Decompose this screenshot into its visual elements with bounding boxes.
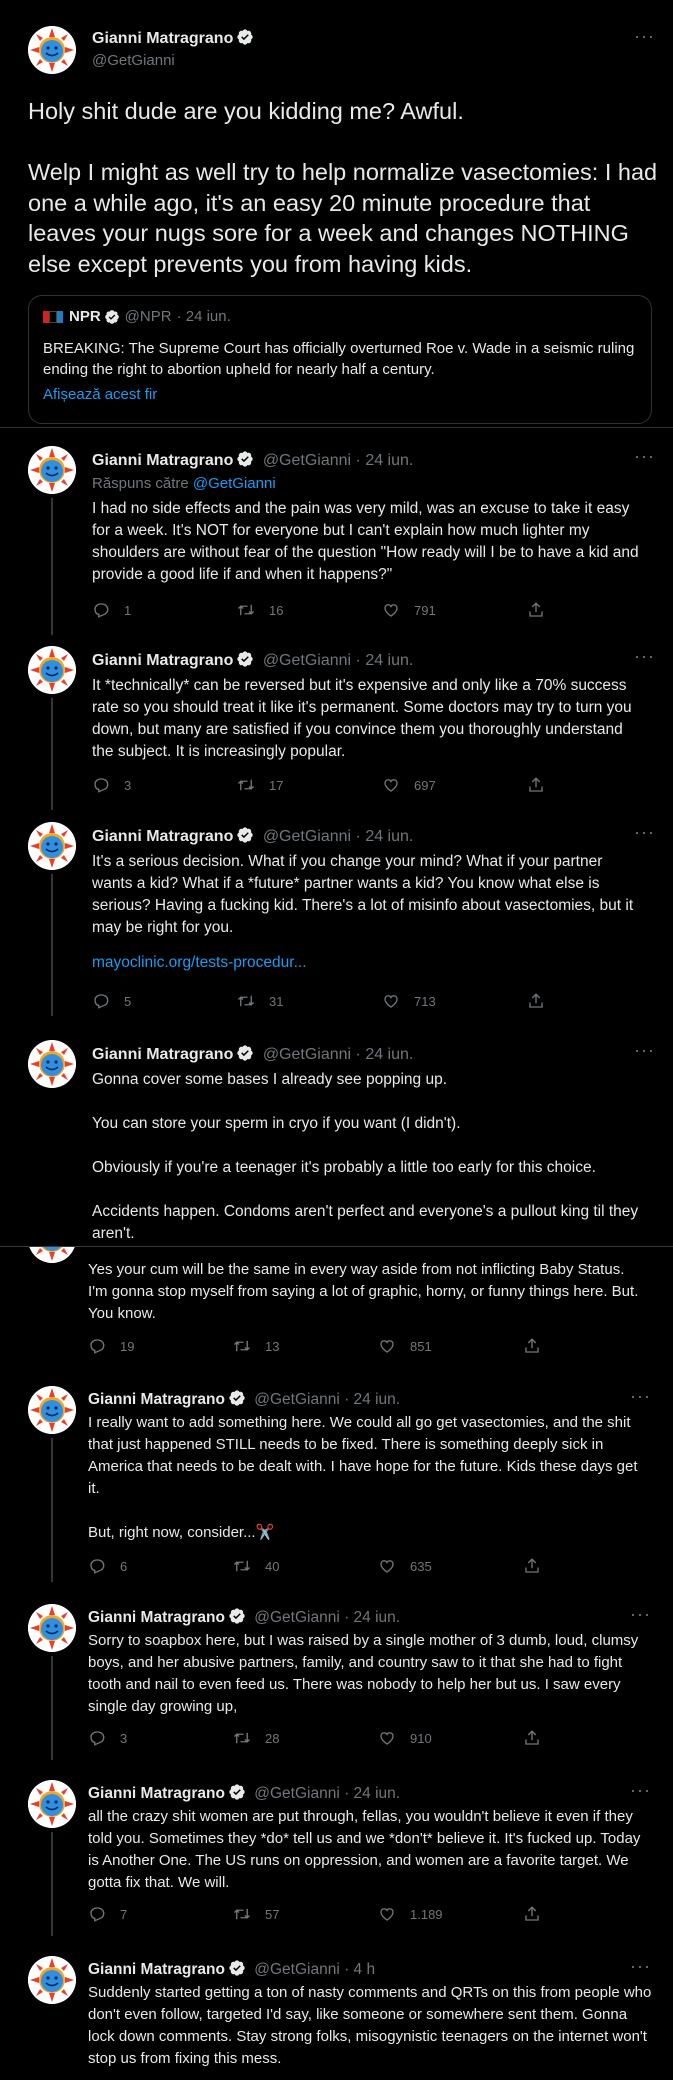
retweet-button[interactable] — [233, 1557, 378, 1575]
reply-tweet[interactable] — [0, 1034, 673, 1242]
verified-icon — [228, 1959, 246, 1977]
tweet-text: Gonna cover some bases I already see popping up. You can store your sperm in cryo if you want (I didn't). Obviously if you're a teenager it's probably a little too early for this choice. Accidents happen. Condoms aren't perfect and everyone's a pullout king til they aren't. — [92, 1071, 639, 1242]
thread-line — [51, 1656, 53, 1760]
author-name[interactable]: Gianni Matragrano — [92, 452, 234, 469]
like-button[interactable] — [382, 601, 527, 619]
tweet-text: Sorry to soapbox here, but I was raised by a single mother of 3 dumb, loud, clumsy boys, and her abusive partners, family, and country saw to it that she had to fight tooth and nail to even feed us. There was nobody to help her but us. I saw every single day growing up, — [88, 1632, 643, 1715]
like-button[interactable] — [382, 776, 527, 794]
thread-line — [51, 874, 53, 1016]
reply-button[interactable] — [92, 776, 237, 794]
share-button[interactable] — [527, 992, 672, 1010]
avatar[interactable] — [28, 1386, 76, 1434]
avatar[interactable] — [28, 822, 76, 870]
like-count: 851 — [410, 1338, 432, 1354]
thread-line — [51, 1438, 53, 1582]
avatar[interactable] — [28, 1780, 76, 1828]
heart-icon — [382, 601, 400, 619]
author-name[interactable]: Gianni Matragrano — [92, 828, 234, 845]
like-button[interactable] — [382, 992, 527, 1010]
reply-count: 1 — [124, 602, 132, 618]
reply-icon — [92, 992, 110, 1010]
show-thread-link[interactable]: Afișează acest fir — [43, 386, 158, 403]
verified-icon — [104, 309, 120, 325]
tweet-meta: @GetGianni · 4 h — [254, 1961, 376, 1978]
more-options-icon[interactable]: ··· — [630, 1386, 651, 1406]
heart-icon — [378, 1337, 396, 1355]
tweet-meta: @GetGianni · 24 iun. — [262, 828, 414, 845]
like-count: 713 — [414, 993, 436, 1009]
quoted-tweet[interactable] — [28, 295, 652, 424]
verified-icon — [228, 1783, 246, 1801]
reply-tweet[interactable] — [0, 640, 673, 810]
retweet-count: 40 — [265, 1558, 280, 1574]
share-icon — [527, 992, 545, 1010]
reply-tweet[interactable] — [0, 1952, 673, 2077]
quoted-date: · 24 iun. — [176, 308, 231, 325]
retweet-button[interactable] — [233, 1905, 378, 1923]
main-tweet — [0, 0, 673, 425]
reply-icon — [92, 776, 110, 794]
reply-button[interactable] — [88, 1905, 233, 1923]
reply-button[interactable] — [92, 992, 237, 1010]
heart-icon — [378, 1729, 396, 1747]
more-options-icon[interactable]: ··· — [634, 26, 655, 46]
retweet-icon — [233, 1729, 251, 1747]
avatar[interactable] — [28, 26, 76, 74]
article-link[interactable]: mayoclinic.org/tests-procedur... — [92, 954, 307, 971]
avatar[interactable] — [28, 1956, 76, 2004]
reply-count: 7 — [120, 1906, 128, 1922]
retweet-count: 28 — [265, 1730, 280, 1746]
reply-tweet[interactable] — [0, 1600, 673, 1760]
reply-icon — [88, 1337, 106, 1355]
reply-tweet[interactable] — [0, 1776, 673, 1936]
more-options-icon[interactable]: ··· — [634, 446, 655, 466]
verified-icon — [236, 28, 254, 46]
avatar[interactable] — [28, 1247, 76, 1263]
share-button[interactable] — [527, 601, 672, 619]
like-button[interactable] — [378, 1905, 523, 1923]
share-button[interactable] — [523, 1557, 668, 1575]
heart-icon — [382, 776, 400, 794]
more-options-icon[interactable]: ··· — [630, 1780, 651, 1800]
reply-count: 5 — [124, 993, 132, 1009]
tweet-text: It's a serious decision. What if you change your mind? What if your partner wants a kid? What if a *future* partner wants a kid? You know what else is serious? Having a fucking kid. There's a lot of misinfo about vasectomies, but it may be right for you. — [92, 853, 638, 936]
reply-tweet[interactable] — [0, 1382, 673, 1582]
reply-count: 3 — [120, 1730, 128, 1746]
quoted-author-name: NPR — [69, 308, 101, 325]
retweet-count: 17 — [269, 777, 284, 793]
reply-tweet[interactable] — [0, 1247, 673, 1367]
tweet-text: I had no side effects and the pain was very mild, was an excuse to take it easy for a week. It's NOT for everyone but I can't explain how much lighter my shoulders are without fear of the question "How ready will I be to have a kid and provide a good life if and when it happens?" — [92, 500, 643, 583]
tweet-text: Suddenly started getting a ton of nasty comments and QRTs on this from people who don't even follow, targeted I'd say, like someone or somewhere sent them. Gonna lock down comments. Stay strong folks, misogynistic teenagers on the internet won't stop us from fixing this mess. — [88, 1984, 656, 2067]
verified-icon — [236, 450, 254, 468]
like-count: 1.189 — [410, 1906, 443, 1922]
author-name[interactable]: Gianni Matragrano — [88, 1391, 225, 1408]
retweet-icon — [233, 1557, 251, 1575]
like-count: 910 — [410, 1730, 432, 1746]
share-icon — [527, 601, 545, 619]
npr-logo-icon — [43, 311, 63, 323]
more-options-icon[interactable]: ··· — [630, 1956, 651, 1976]
reply-tweet[interactable] — [0, 816, 673, 1016]
avatar[interactable] — [28, 1604, 76, 1652]
more-options-icon[interactable]: ··· — [634, 822, 655, 842]
retweet-button[interactable] — [233, 1729, 378, 1747]
reply-button[interactable] — [88, 1337, 233, 1355]
verified-icon — [236, 826, 254, 844]
tweet-meta: @GetGianni · 24 iun. — [262, 452, 414, 469]
tweet-text: all the crazy shit women are put through, fellas, you wouldn't believe it even if they told you. Sometimes they *do* tell us and we *don't* believe it. It's fucked up. Today is Another One. The US runs on oppression, and women are a favorite target. We gotta fix that. We will. — [88, 1808, 645, 1891]
more-options-icon[interactable]: ··· — [634, 646, 655, 666]
retweet-count: 57 — [265, 1906, 280, 1922]
like-button[interactable] — [378, 1557, 523, 1575]
verified-icon — [228, 1607, 246, 1625]
tweet-text: Yes your cum will be the same in every way aside from not inflicting Baby Status. I'm gonna stop myself from saying a lot of graphic, horny, or funny things here. But. You know. — [88, 1261, 643, 1322]
avatar[interactable] — [28, 446, 76, 494]
author-name[interactable]: Gianni Matragrano — [88, 1609, 225, 1626]
replying-to-handle[interactable]: @GetGianni — [192, 475, 276, 492]
retweet-button[interactable] — [237, 776, 382, 794]
author-name[interactable]: Gianni Matragrano — [88, 1785, 225, 1802]
tweet-text: I really want to add something here. We could all go get vasectomies, and the shit that just happened STILL needs to be fixed. There is something deeply sick in America that needs to be dealt with. I have hope for the future. Kids these days get it. But, right now, consider...✂️ — [88, 1414, 638, 1541]
share-icon — [523, 1729, 541, 1747]
like-button[interactable] — [378, 1337, 523, 1355]
retweet-count: 16 — [269, 602, 284, 618]
tweet-meta: @GetGianni · 24 iun. — [254, 1609, 401, 1626]
share-icon — [523, 1557, 541, 1575]
more-options-icon[interactable]: ··· — [634, 1040, 655, 1060]
tweet-meta: @GetGianni · 24 iun. — [254, 1785, 401, 1802]
quoted-text: BREAKING: The Supreme Court has officially overturned Roe v. Wade in a seismic ruling ending the right to abortion upheld for nearly half a century. — [43, 340, 635, 378]
heart-icon — [378, 1905, 396, 1923]
retweet-button[interactable] — [233, 1337, 378, 1355]
avatar[interactable] — [28, 646, 76, 694]
retweet-icon — [233, 1337, 251, 1355]
author-name[interactable]: Gianni Matragrano — [92, 30, 234, 47]
heart-icon — [378, 1557, 396, 1575]
verified-icon — [236, 650, 254, 668]
thread-line — [51, 698, 53, 810]
thread-line — [51, 1832, 53, 1936]
reply-icon — [88, 1557, 106, 1575]
tweet-meta: @GetGianni · 24 iun. — [262, 1046, 414, 1063]
heart-icon — [382, 992, 400, 1010]
like-button[interactable] — [378, 1729, 523, 1747]
share-icon — [523, 1337, 541, 1355]
retweet-icon — [237, 776, 255, 794]
author-name[interactable]: Gianni Matragrano — [92, 1046, 234, 1063]
retweet-icon — [237, 601, 255, 619]
retweet-button[interactable] — [237, 601, 382, 619]
reply-count: 6 — [120, 1558, 128, 1574]
retweet-icon — [233, 1905, 251, 1923]
share-button[interactable] — [527, 776, 672, 794]
retweet-icon — [237, 992, 255, 1010]
share-icon — [527, 776, 545, 794]
replying-to-label: Răspuns către — [92, 475, 193, 492]
tweet-meta: @GetGianni · 24 iun. — [254, 1391, 401, 1408]
like-count: 697 — [414, 777, 436, 793]
retweet-button[interactable] — [237, 992, 382, 1010]
reply-button[interactable] — [88, 1729, 233, 1747]
reply-icon — [92, 601, 110, 619]
author-name[interactable]: Gianni Matragrano — [88, 1961, 225, 1978]
tweet-text: It *technically* can be reversed but it's expensive and only like a 70% success rate so you should treat it like it's permanent. Some doctors may try to turn you down, but many are satisfied if you convince them you thoroughly understand the subject. It is increasingly popular. — [92, 677, 636, 760]
share-button[interactable] — [523, 1337, 668, 1355]
reply-button[interactable] — [88, 1557, 233, 1575]
verified-icon — [228, 1389, 246, 1407]
author-name[interactable]: Gianni Matragrano — [92, 652, 234, 669]
reply-icon — [88, 1905, 106, 1923]
quoted-author-handle: @NPR — [124, 308, 172, 325]
share-button[interactable] — [523, 1905, 668, 1923]
verified-icon — [236, 1044, 254, 1062]
retweet-count: 13 — [265, 1338, 280, 1354]
share-icon — [523, 1905, 541, 1923]
reply-count: 19 — [120, 1338, 135, 1354]
like-count: 635 — [410, 1558, 432, 1574]
reply-icon — [88, 1729, 106, 1747]
reply-tweet[interactable] — [0, 440, 673, 635]
like-count: 791 — [414, 602, 436, 618]
tweet-meta: @GetGianni · 24 iun. — [262, 652, 414, 669]
thread-line — [51, 498, 53, 635]
tweet-text: Holy shit dude are you kidding me? Awful. Welp I might as well try to help normalize vasectomies: I had one a while ago, it's an easy 20 minute procedure that leaves your nugs sore for a week and changes NOTHING else except prevents you from having kids. — [28, 98, 658, 277]
avatar[interactable] — [28, 1040, 76, 1088]
reply-count: 3 — [124, 777, 132, 793]
share-button[interactable] — [523, 1729, 668, 1747]
retweet-count: 31 — [269, 993, 284, 1009]
reply-button[interactable] — [92, 601, 237, 619]
more-options-icon[interactable]: ··· — [630, 1604, 651, 1624]
author-handle[interactable]: @GetGianni — [92, 52, 175, 69]
